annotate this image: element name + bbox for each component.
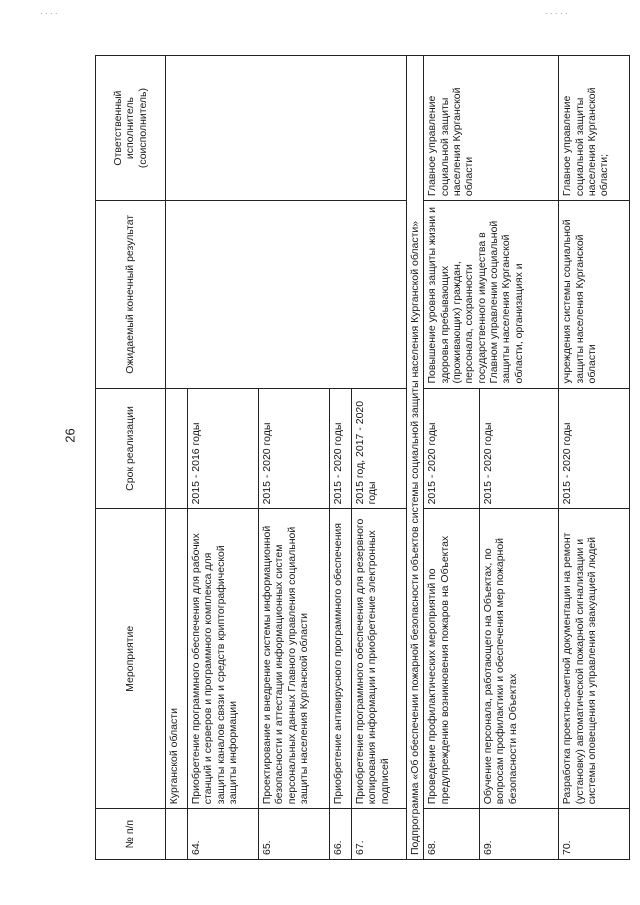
subprogram-title: Подпрограмма «Об обеспечении пожарной безопасности объектов системы социальной защиты населения Курганской области» [406,56,423,860]
cell-term: 2015 - 2020 годы [424,388,480,509]
cell-result: Повышение уровня защиты жизни и здоровья пребывающих (проживающих) граждан, персонала, сохранности государственного имущества в Главном управлении социальной защиты населения Курганской области, организациях и [424,201,559,388]
cell-action: Приобретение антивирусного программного обеспечения [329,509,352,809]
header-num: № п/п [96,809,166,860]
cell-term: 2015 - 2016 годы [188,388,259,509]
cell-result [166,201,407,388]
table-row [559,56,630,860]
cell-term: 2015 - 2020 годы [258,388,329,509]
cell-num: 64. [188,809,259,860]
header-term: Срок реализации [96,388,166,509]
cell-term: 2015 - 2020 годы [480,388,559,509]
cell-num [166,809,188,860]
cell-num: 69. [480,809,559,860]
cell-action: Обучение персонала, работающего на Объектах, по вопросам профилактики и обеспечения мер пожарной безопасности на Объектах [480,509,559,809]
cell-action: Проектирование и внедрение системы информационной безопасности и аттестации информационных систем персональных данных Главного управления социальной защиты населения Курганской области [258,509,329,809]
rotated-page-content [95,55,630,860]
cell-num: 68. [424,809,480,860]
cell-responsible: Главное управление социальной защиты населения Курганской области; [559,56,630,201]
subprogram-section-row [406,56,423,860]
cell-term: 2015 год, 2017 - 2020 годы [352,388,407,509]
cell-action: Разработка проектно-сметной документации на ремонт (установку) автоматической пожарной сигнализации и системы оповещения и управления эвакуацией людей [559,509,630,809]
cell-action: Приобретение программного обеспечения для резервного копирования информации и приобретение электронных подписей [352,509,407,809]
header-action: Мероприятие [96,509,166,809]
table-header-row [96,56,166,860]
cell-num: 66. [329,809,352,860]
cell-num: 67. [352,809,407,860]
table-row [166,56,188,860]
cell-responsible: Главное управление социальной защиты населения Курганской области [424,56,559,201]
cell-term [166,388,188,509]
header-responsible: Ответственный исполнитель (соисполнитель) [96,56,166,201]
program-measures-table [95,55,630,860]
scan-mark-left: . . . . [40,6,58,16]
cell-action: Курганской области [166,509,188,809]
cell-result: учреждения системы социальной защиты населения Курганской области [559,201,630,388]
table-row [424,56,480,860]
cell-num: 70. [559,809,630,860]
header-result: Ожидаемый конечный результат [96,201,166,388]
cell-num: 65. [258,809,329,860]
cell-action: Проведение профилактических мероприятий по предупреждению возникновения пожаров на Объектах [424,509,480,809]
cell-responsible [166,56,407,201]
scan-mark-right: . . . . . [545,6,568,16]
cell-action: Приобретение программного обеспечения для рабочих станций и серверов и программного комплекса для защиты каналов связи и средств криптографической защиты информации [188,509,259,809]
page-number: 26 [62,428,78,443]
cell-term: 2015 - 2020 годы [329,388,352,509]
cell-term: 2015 - 2020 годы [559,388,630,509]
